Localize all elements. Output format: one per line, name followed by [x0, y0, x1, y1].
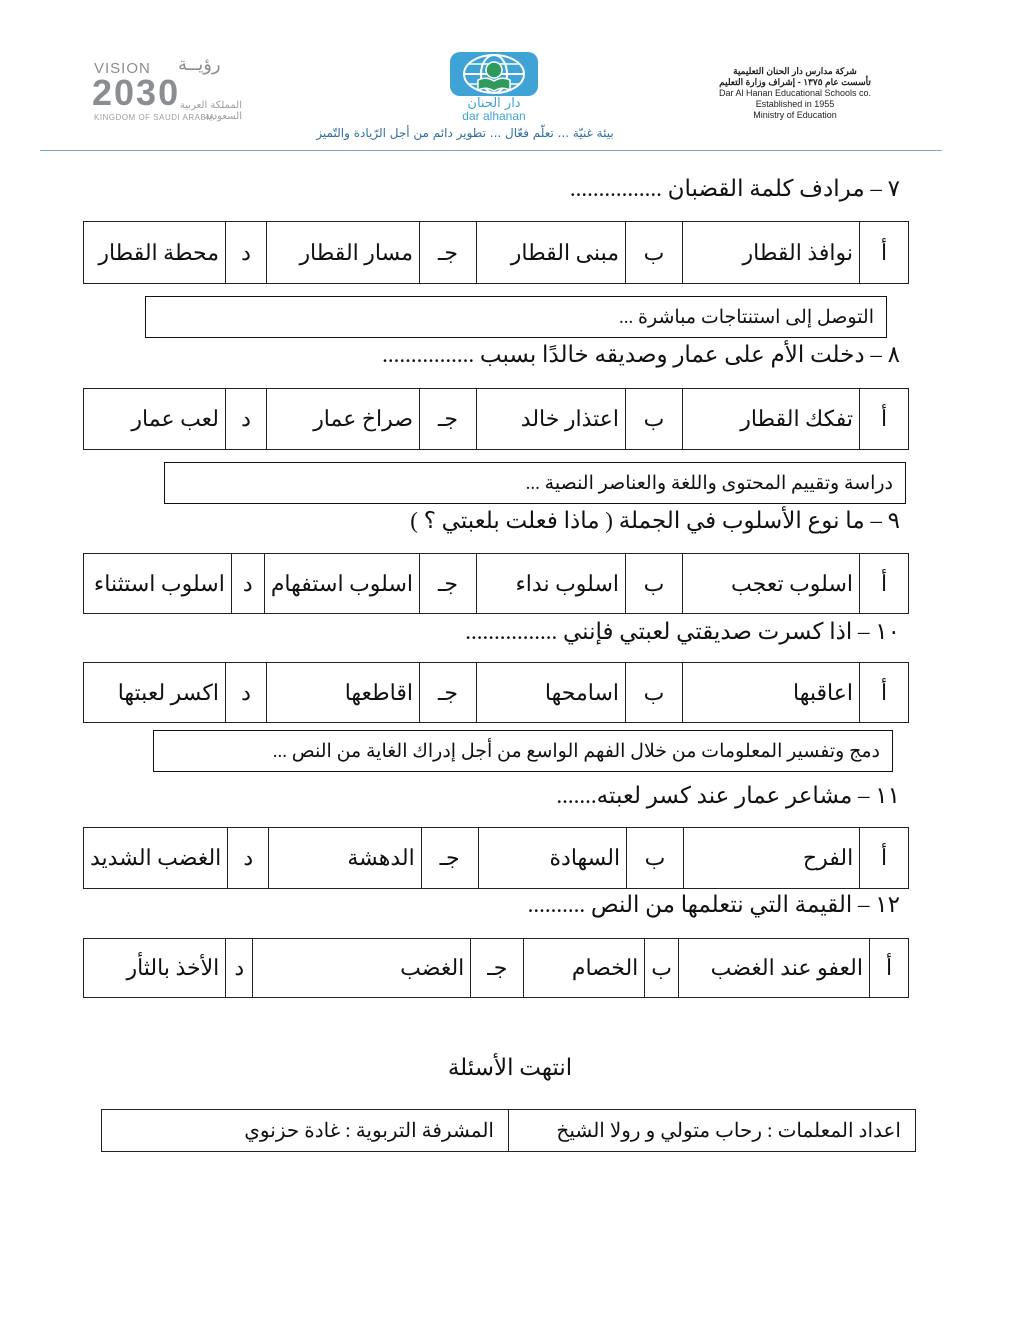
- question-8-options: [83, 388, 909, 450]
- vision-2030-logo: [92, 54, 242, 126]
- option-a[interactable]: اعاقبها: [683, 663, 860, 723]
- question-12: ١٢ – القيمة التي نتعلمها من النص ..........: [527, 892, 900, 917]
- option-letter: د: [226, 222, 267, 284]
- logo-en-name: dar alhanan: [462, 109, 526, 123]
- option-c[interactable]: اقاطعها: [267, 663, 420, 723]
- kingdom-en: KINGDOM OF SAUDI ARABIA: [94, 113, 215, 122]
- question-11: ١١ – مشاعر عمار عند كسر لعبته.......: [556, 783, 900, 808]
- option-letter: جـ: [471, 939, 524, 998]
- question-8: ٨ – دخلت الأم على عمار وصديقه خالدًا بسبب ................: [382, 342, 900, 367]
- option-b[interactable]: السهادة: [478, 828, 627, 889]
- vision-ar-word: رؤيــة: [178, 54, 221, 75]
- option-letter: جـ: [420, 222, 477, 284]
- option-d[interactable]: اكسر لعبتها: [84, 663, 226, 723]
- option-c[interactable]: الغضب: [253, 939, 471, 998]
- supervisor: المشرفة التربوية : غادة حزنوي: [102, 1110, 509, 1152]
- question-12-options: [83, 938, 909, 998]
- option-letter: د: [231, 554, 264, 614]
- option-letter: ب: [626, 663, 683, 723]
- option-c[interactable]: اسلوب استفهام: [264, 554, 419, 614]
- school-en-line1: Dar Al Hanan Educational Schools co.: [718, 88, 872, 98]
- option-a[interactable]: اسلوب تعجب: [683, 554, 860, 614]
- option-letter: ب: [626, 222, 683, 284]
- option-b[interactable]: اعتذار خالد: [477, 389, 626, 450]
- school-ar-line1: شركة مدارس دار الحنان التعليمية: [733, 66, 857, 76]
- question-11-options: [83, 827, 909, 889]
- school-logo: [444, 50, 544, 126]
- option-letter: ب: [626, 389, 683, 450]
- vision-word: VISION: [94, 60, 151, 77]
- option-letter: جـ: [420, 663, 477, 723]
- option-letter: د: [226, 389, 267, 450]
- option-letter: أ: [860, 828, 909, 889]
- option-letter: جـ: [421, 828, 478, 889]
- globe-book-icon: [444, 50, 544, 98]
- option-letter: د: [226, 663, 267, 723]
- option-d[interactable]: الأخذ بالثأر: [84, 939, 226, 998]
- option-d[interactable]: لعب عمار: [84, 389, 226, 450]
- option-b[interactable]: اسامحها: [477, 663, 626, 723]
- kingdom-ar: المملكة العربية السعودية: [179, 100, 242, 122]
- school-en-line3: Ministry of Education: [753, 110, 837, 120]
- slogan: بيئة غنيّة ... تعلّم فعّال ... تطوير دائم من أجل الرّيادة والتّميز: [316, 126, 614, 140]
- option-letter: أ: [860, 222, 909, 284]
- option-a[interactable]: نوافذ القطار: [683, 222, 860, 284]
- school-en-line2: Established in 1955: [755, 99, 835, 109]
- option-d[interactable]: الغضب الشديد: [84, 828, 228, 889]
- option-letter: ب: [627, 828, 684, 889]
- question-9: ٩ – ما نوع الأسلوب في الجملة ( ماذا فعلت بلعبتي ؟ ): [410, 508, 900, 533]
- vision-year: 2030: [92, 72, 181, 113]
- option-b[interactable]: الخصام: [524, 939, 645, 998]
- option-b[interactable]: اسلوب نداء: [477, 554, 626, 614]
- option-letter: د: [226, 939, 253, 998]
- option-c[interactable]: مسار القطار: [267, 222, 420, 284]
- question-9-options: [83, 553, 909, 614]
- option-letter: أ: [860, 554, 909, 614]
- skill-box-2: دراسة وتقييم المحتوى واللغة والعناصر النصية ...: [164, 462, 906, 504]
- option-letter: أ: [860, 663, 909, 723]
- school-ar-line2: تأسست عام ١٣٧٥ - إشراف وزارة التعليم: [719, 77, 871, 87]
- school-info: [700, 66, 890, 121]
- prepared-by: اعداد المعلمات : رحاب متولي و رولا الشيخ: [509, 1110, 916, 1152]
- question-10-options: [83, 662, 909, 723]
- option-d[interactable]: اسلوب استثناء: [84, 554, 232, 614]
- logo-ar-name: دار الحنان: [467, 96, 521, 111]
- question-10: ١٠ – اذا كسرت صديقتي لعبتي فإنني ................: [465, 619, 900, 644]
- option-c[interactable]: الدهشة: [269, 828, 422, 889]
- option-d[interactable]: محطة القطار: [84, 222, 226, 284]
- skill-box-1: التوصل إلى استنتاجات مباشرة ...: [145, 296, 887, 338]
- option-letter: ب: [626, 554, 683, 614]
- skill-box-3: دمج وتفسير المعلومات من خلال الفهم الواسع من أجل إدراك الغاية من النص ...: [153, 730, 893, 772]
- question-7: ٧ – مرادف كلمة القضبان ................: [569, 176, 900, 201]
- option-a[interactable]: العفو عند الغضب: [679, 939, 870, 998]
- option-letter: د: [228, 828, 269, 889]
- option-c[interactable]: صراخ عمار: [267, 389, 420, 450]
- header-divider: [40, 150, 942, 151]
- option-letter: جـ: [420, 554, 477, 614]
- question-7-options: [83, 221, 909, 284]
- footer-credits: [101, 1109, 916, 1152]
- option-letter: أ: [870, 939, 909, 998]
- end-of-questions: انتهت الأسئلة: [447, 1055, 573, 1080]
- option-letter: ب: [645, 939, 679, 998]
- option-letter: جـ: [420, 389, 477, 450]
- option-a[interactable]: الفرح: [683, 828, 859, 889]
- option-letter: أ: [860, 389, 909, 450]
- option-a[interactable]: تفكك القطار: [683, 389, 860, 450]
- option-b[interactable]: مبنى القطار: [477, 222, 626, 284]
